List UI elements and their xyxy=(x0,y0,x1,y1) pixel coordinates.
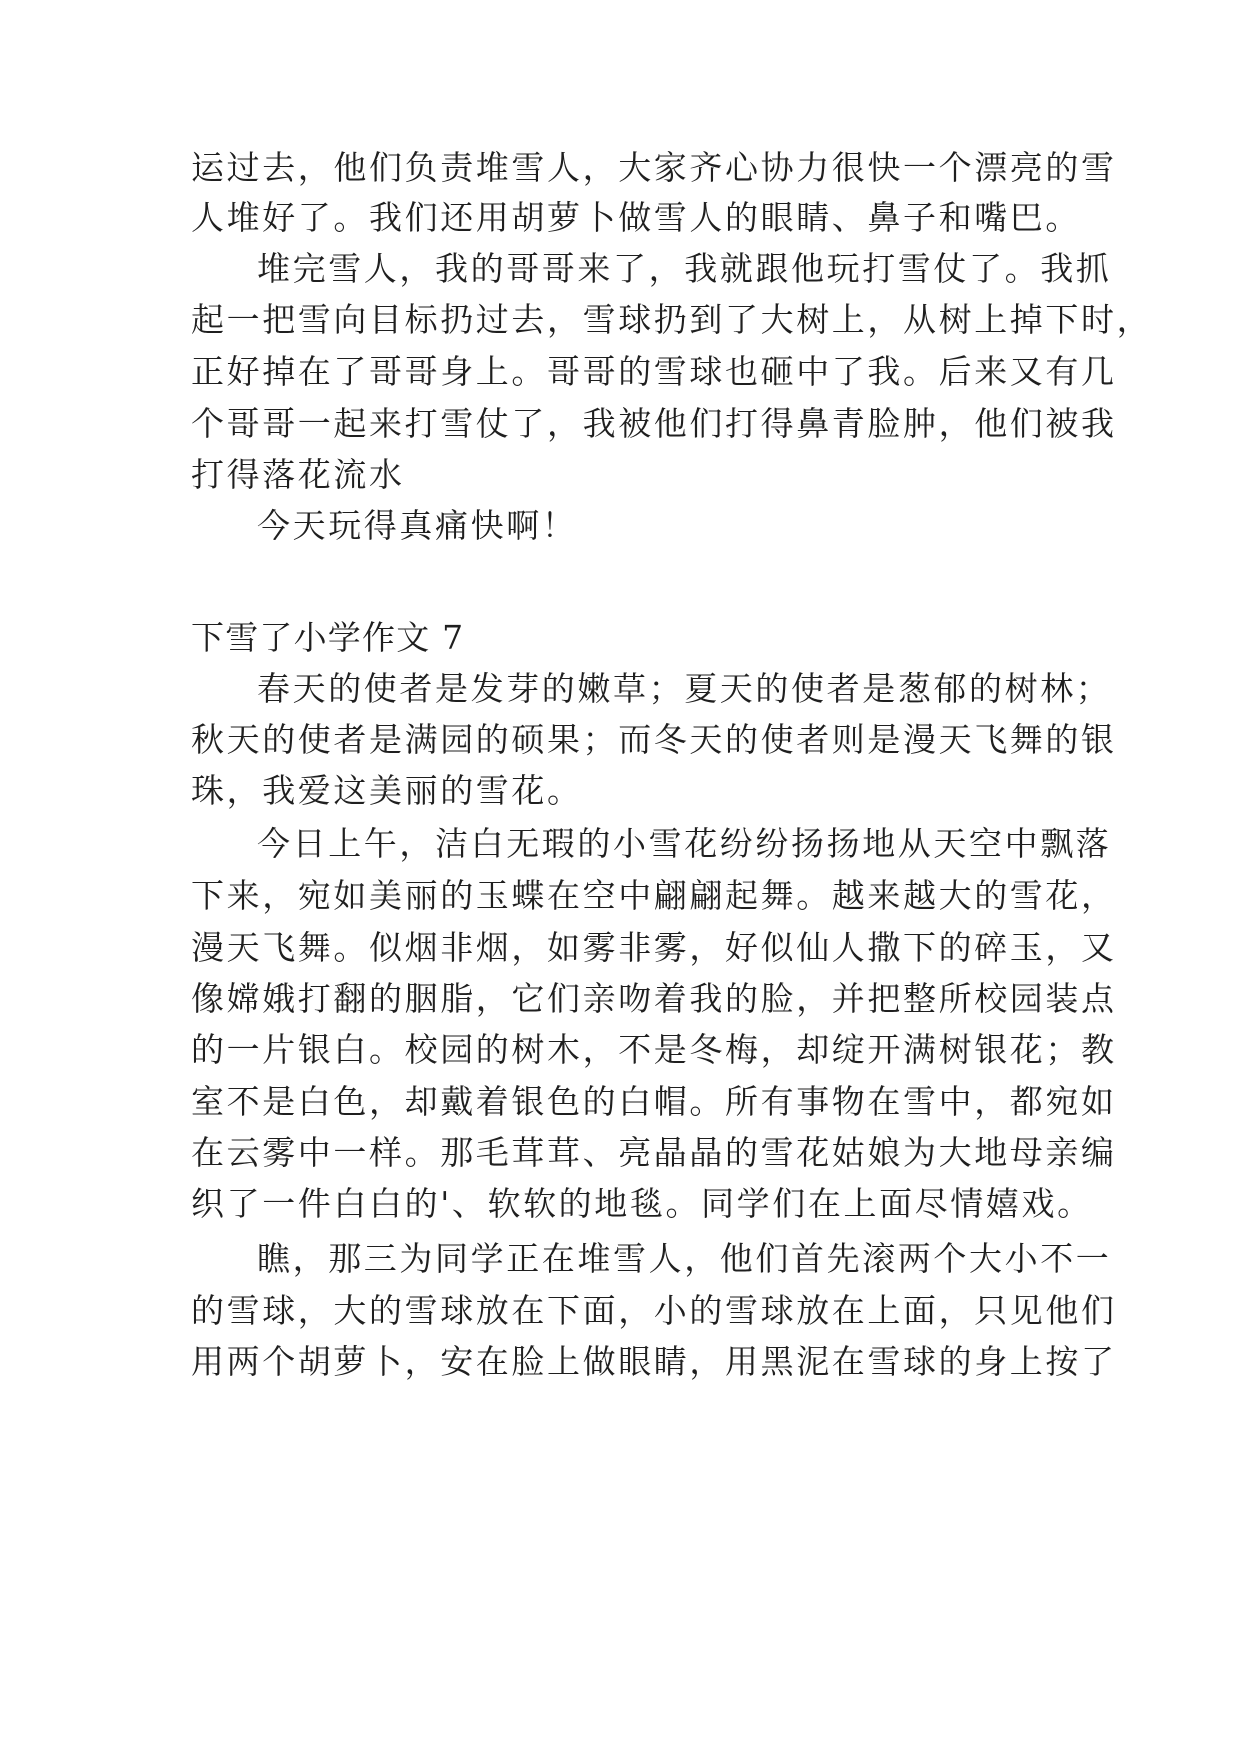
paragraph-line: 正好掉在了哥哥身上。哥哥的雪球也砸中了我。后来又有几 xyxy=(191,352,1117,391)
essay-title: 下雪了小学作文 7 xyxy=(191,618,465,657)
paragraph-line: 室不是白色，却戴着银色的白帽。所有事物在雪中，都宛如 xyxy=(191,1082,1117,1121)
paragraph-line: 今日上午，洁白无瑕的小雪花纷纷扬扬地从天空中飘落 xyxy=(257,824,1112,863)
paragraph-line: 人堆好了。我们还用胡萝卜做雪人的眼睛、鼻子和嘴巴。 xyxy=(191,198,1081,237)
paragraph-line: 堆完雪人，我的哥哥来了，我就跟他玩打雪仗了。我抓 xyxy=(257,249,1112,288)
paragraph-line: 起一把雪向目标扔过去，雪球扔到了大树上，从树上掉下时， xyxy=(191,300,1153,339)
paragraph-line: 的雪球，大的雪球放在下面，小的雪球放在上面，只见他们 xyxy=(191,1291,1117,1330)
paragraph-line: 珠，我爱这美丽的雪花。 xyxy=(191,771,583,810)
paragraph-line: 打得落花流水 xyxy=(191,455,405,494)
paragraph-line: 瞧，那三为同学正在堆雪人，他们首先滚两个大小不一 xyxy=(257,1239,1112,1278)
paragraph-line: 今天玩得真痛快啊！ xyxy=(257,506,578,545)
paragraph-line: 织了一件白白的'、软软的地毯。同学们在上面尽情嬉戏。 xyxy=(191,1184,1093,1223)
paragraph-line: 秋天的使者是满园的硕果；而冬天的使者则是漫天飞舞的银 xyxy=(191,720,1117,759)
paragraph-line: 春天的使者是发芽的嫩草；夏天的使者是葱郁的树林； xyxy=(257,669,1112,708)
paragraph-line: 运过去，他们负责堆雪人，大家齐心协力很快一个漂亮的雪 xyxy=(191,148,1117,187)
paragraph-line: 个哥哥一起来打雪仗了，我被他们打得鼻青脸肿，他们被我 xyxy=(191,404,1117,443)
paragraph-line: 漫天飞舞。似烟非烟，如雾非雾，好似仙人撒下的碎玉，又 xyxy=(191,928,1117,967)
paragraph-line: 在云雾中一样。那毛茸茸、亮晶晶的雪花姑娘为大地母亲编 xyxy=(191,1133,1117,1172)
paragraph-line: 用两个胡萝卜，安在脸上做眼睛，用黑泥在雪球的身上按了 xyxy=(191,1342,1117,1381)
paragraph-line: 下来，宛如美丽的玉蝶在空中翩翩起舞。越来越大的雪花， xyxy=(191,876,1117,915)
paragraph-line: 的一片银白。校园的树木，不是冬梅，却绽开满树银花；教 xyxy=(191,1030,1117,1069)
paragraph-line: 像嫦娥打翻的胭脂，它们亲吻着我的脸，并把整所校园装点 xyxy=(191,979,1117,1018)
